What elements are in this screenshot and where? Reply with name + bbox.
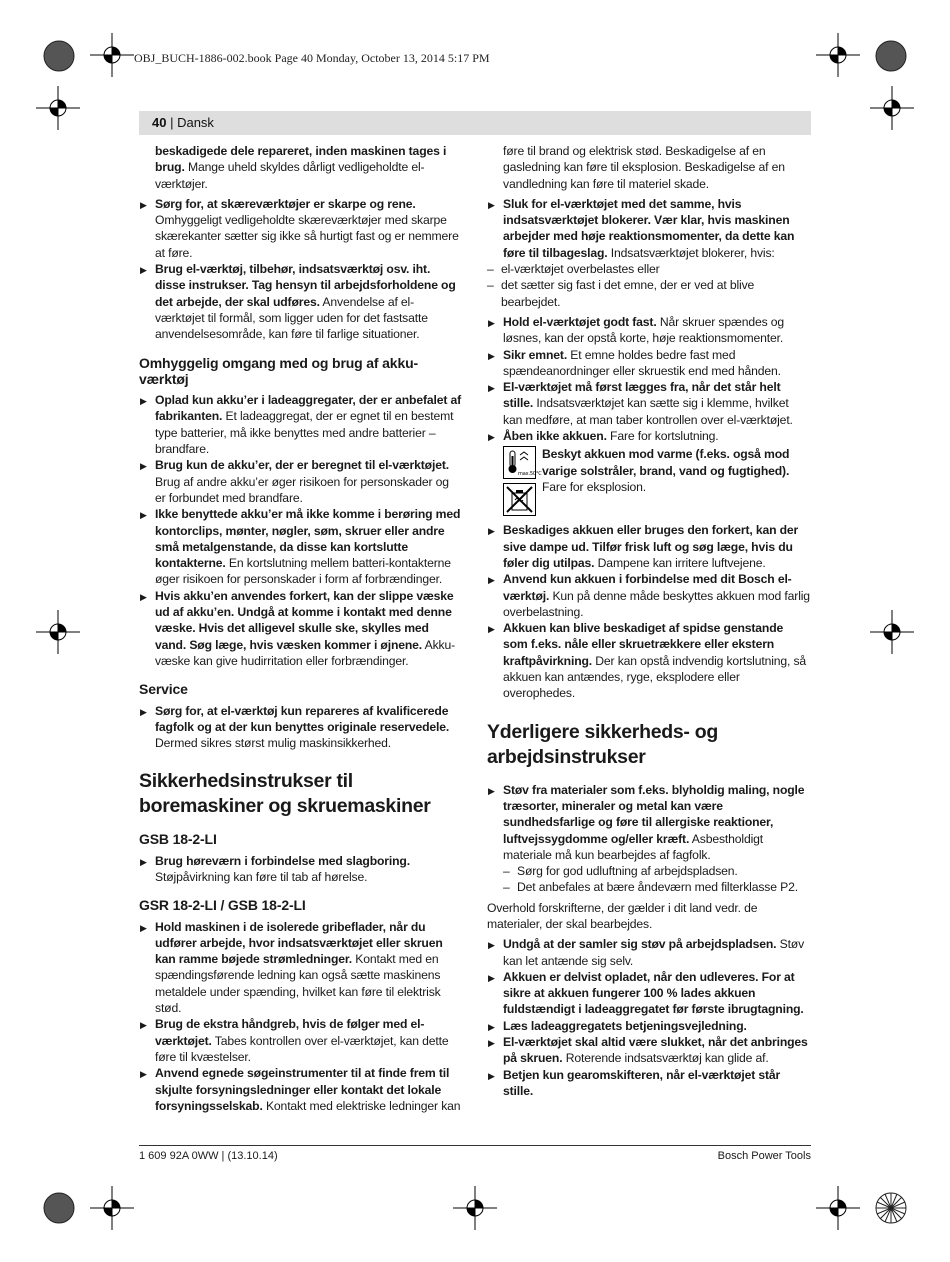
item-bold: Akkuen er delvist opladet, når den udleveres. For at sikre at akkuen fungerer 100 % lades akkuen fuldstændigt i ladeaggregatet før første ibrugtagning. (503, 969, 804, 1017)
item-bold: Beskadiges akkuen eller bruges den forkert, kan der sive dampe ud. Tilfør frisk luft og søg læge, hvis du føler dig utilpas. (503, 523, 799, 570)
safety-item (487, 196, 810, 310)
header-separator: | (166, 115, 178, 130)
dash-item: – Det anbefales at bære åndeværn med filterklasse P2. (487, 879, 810, 895)
footer-doc-number: 1 609 92A 0WW | (13.10.14) (139, 1150, 278, 1162)
registration-mark-icon (90, 33, 134, 77)
intro-paragraph (139, 143, 462, 192)
safety-item (487, 969, 810, 1018)
color-target-icon (43, 40, 75, 72)
chapter-heading-additional: Yderligere sikkerheds- og arbejdsinstrukser (487, 720, 718, 768)
dash-item: – det sætter sig fast i det emne, der er ved at blive bearbejdet. (487, 277, 810, 310)
item-text: Et ladeaggregat, der er egnet til en bestemt type batterier, må ikke benyttes med andre batterier – brandfare. (155, 409, 454, 457)
item-bold: Hold el-værktøjet godt fast. (503, 314, 657, 329)
item-text: Fare for kortslutning. (606, 429, 719, 444)
safety-item (487, 1034, 810, 1067)
item-bold: Sørg for, at el-værktøj kun repareres af kvalificerede fagfolk og at der kun benyttes originale reservedele. (155, 703, 450, 734)
starburst-target-icon (875, 1192, 907, 1224)
item-text: Dampene kan irritere luftvejene. (594, 555, 766, 570)
dash-item: – el-værktøjet overbelastes eller (487, 261, 810, 277)
heat-icon-label: max.50°C (518, 471, 542, 478)
safety-item (139, 919, 462, 1017)
item-text: Fare for eksplosion. (542, 479, 647, 494)
continued-paragraph: føre til brand og elektrisk stød. Beskadigelse af en gasledning kan føre til eksplosion. Beskadigelse af en vandledning kan føre til materiel skade. (503, 144, 785, 191)
dash-item: – Sørg for god udluftning af arbejdspladsen. (487, 863, 810, 879)
safety-item (139, 1016, 462, 1065)
intro-text: Mange uheld skyldes dårligt vedligeholdte el-værktøjer. (155, 160, 425, 191)
item-bold: Brug de ekstra håndgreb, hvis de følger med el-værktøjet. (155, 1017, 425, 1048)
item-bold: Undgå at der samler sig støv på arbejdspladsen. (503, 937, 777, 952)
safety-item (487, 522, 810, 571)
item-bold: Oplad kun akku’er i ladeaggregater, der er anbefalet af fabrikanten. (155, 393, 462, 424)
registration-mark-icon (36, 610, 80, 654)
item-bold: Anvend egnede søgeinstrumenter til at finde frem til skjulte forsyningsledninger eller kontakt det lokale forsyningsselskab. (155, 1066, 450, 1113)
registration-mark-icon (870, 610, 914, 654)
registration-mark-icon (453, 1186, 497, 1230)
page-header (152, 115, 214, 130)
item-text: Kun på denne måde beskyttes akkuen mod farlig overbelastning. (503, 588, 810, 619)
item-text: Roterende indsatsværktøj kan glide af. (562, 1051, 769, 1066)
model-heading-gsr: GSR 18-2-LI / GSB 18-2-LI (139, 897, 306, 914)
color-target-icon (43, 1192, 75, 1224)
warning-icons (503, 446, 542, 516)
item-text: Tabes kontrollen over el-værktøjet, kan dette føre til kvæstelser. (155, 1033, 449, 1064)
right-column (487, 143, 810, 1099)
safety-item (139, 261, 462, 342)
item-text: Et emne holdes bedre fast med spændeanordninger eller skruestik end med hånden. (503, 347, 781, 378)
item-bold: Hold maskinen i de isolerede gribeflader, når du udfører arbejde, hvor indsatsværktøjet eller skruen kan ramme bøjede strømledninger. (155, 919, 443, 967)
safety-item (487, 379, 810, 428)
item-bold: Akkuen kan blive beskadiget af spidse genstande som f.eks. nåle eller skruetrækkere eller ekstern kraftpåvirkning. (503, 621, 784, 668)
registration-mark-icon (36, 86, 80, 130)
safety-item (487, 347, 810, 380)
no-water-battery-icon (503, 483, 536, 516)
item-text: Når skruer spændes og løsnes, kan der opstå korte, høje reaktionsmomenter. (503, 314, 785, 346)
item-bold: Ikke benyttede akku’er må ikke komme i berøring med kontorclips, mønter, nøgler, søm, skruer eller andre små metalgenstande, da disse kan kortslutte kontakterne. (155, 507, 461, 571)
item-bold: Sluk for el-værktøjet med det samme, hvis indsatsværktøjet blokerer. Vær klar, hvis maskinen arbejder med høje reaktionsmomenter, da dette kan føre til tilbageslag. (503, 196, 795, 260)
item-bold: El-værktøjet må først lægges fra, når det står helt stille. (503, 380, 781, 411)
safety-item (139, 392, 462, 457)
safety-item (487, 314, 810, 347)
header-language: Dansk (177, 115, 214, 130)
safety-item (487, 936, 810, 969)
item-text: Anvendelse af el-værktøjet til formål, som ligger uden for det fastsatte anvendelsesområde, kan føre til farlige situationer. (155, 294, 428, 342)
item-bold: Brug høreværn i forbindelse med slagboring. (155, 853, 410, 868)
safety-item (487, 620, 810, 701)
section-heading-service: Service (139, 681, 188, 698)
item-bold: Støv fra materialer som f.eks. blyholdig maling, nogle træsorter, mineraler og metal kan være sundhedsfarlige og føre til allergiske reaktioner, luftvejssygdomme og/eller kræft. (503, 782, 805, 846)
safety-item (139, 588, 462, 669)
item-bold: Beskyt akkuen mod varme (f.eks. også mod varige solstråler, brand, vand og fugtighed). (542, 447, 790, 478)
item-text: Indsatsværktøjet kan sætte sig i klemme, hvilket kan medføre, at man taber kontrollen over el-værktøjet. (503, 396, 793, 427)
footer-rule (139, 1145, 811, 1146)
item-bold: Anvend kun akkuen i forbindelse med dit Bosch el-værktøj. (503, 572, 792, 603)
left-column (139, 143, 462, 1114)
item-bold: Åben ikke akkuen. (503, 429, 607, 444)
chapter-heading-drills: Sikkerhedsinstrukser til boremaskiner og skruemaskiner (139, 770, 431, 818)
item-text: Omhyggeligt vedligeholdte skæreværktøjer med skarpe skærekanter sætter sig ikke så hurtigt fast og er nemmere at føre. (155, 213, 459, 260)
item-text: Akku-væske kan give hudirritation eller forbrændinger. (155, 637, 455, 668)
slug-line: OBJ_BUCH-1886-002.book Page 40 Monday, October 13, 2014 5:17 PM (134, 51, 490, 65)
plain-paragraph: Overhold forskrifterne, der gælder i dit land vedr. de materialer, der skal bearbejdes. (487, 900, 758, 931)
item-bold: Brug kun de akku’er, der er beregnet til el-værktøjet. (155, 458, 449, 473)
thermometer-max-temperature-icon (503, 446, 542, 479)
registration-mark-icon (816, 1186, 860, 1230)
item-text: Støv kan let antænde sig selv. (503, 937, 805, 968)
item-bold: Brug el-værktøj, tilbehør, indsatsværktøj osv. iht. disse instrukser. Tag hensyn til arbejdsforholdene og det arbejde, der skal udføres. (155, 262, 456, 309)
intro-bold: beskadigede dele repareret, inden maskinen tages i brug. (155, 144, 447, 175)
registration-mark-icon (816, 33, 860, 77)
item-text: Dermed sikres størst mulig maskinsikkerhed. (155, 736, 392, 751)
safety-item (487, 1067, 810, 1100)
heat-warning-text (542, 446, 810, 516)
heat-warning-block (503, 446, 810, 516)
registration-mark-icon (870, 86, 914, 130)
safety-item (487, 782, 810, 896)
safety-item (487, 428, 810, 444)
item-text: Indsatsværktøjet blokerer, hvis: (607, 245, 775, 260)
registration-mark-icon (90, 1186, 134, 1230)
safety-item (139, 703, 462, 752)
model-heading-gsb: GSB 18-2-LI (139, 831, 217, 848)
item-bold: Hvis akku’en anvendes forkert, kan der slippe væske ud af akku’en. Undgå at komme i kontakt med denne væske. Hvis det alligevel skulle ske, skylles med vand. Søg læge, hvis væsken kommer i øjnene. (155, 588, 454, 652)
item-bold: El-værktøjet skal altid være slukket, når det anbringes på skruen. (503, 1035, 808, 1066)
item-bold: Betjen kun gearomskifteren, når el-værktøjet står stille. (503, 1067, 781, 1098)
safety-item (139, 506, 462, 587)
item-text: Der kan opstå indvendig kortslutning, så akkuen kan antændes, ryge, eksplodere eller overophedes. (503, 653, 807, 701)
safety-item (487, 571, 810, 620)
footer-brand: Bosch Power Tools (717, 1150, 811, 1162)
safety-item (139, 196, 462, 261)
item-bold: Sørg for, at skæreværktøjer er skarpe og rene. (155, 196, 416, 211)
section-heading-akku: Omhyggelig omgang med og brug af akku-værktøj (139, 354, 418, 387)
safety-item (139, 1065, 462, 1114)
safety-item (139, 853, 462, 886)
item-text: Støjpåvirkning kan føre til tab af hørelse. (155, 869, 368, 884)
item-text: Kontakt med en spændingsførende ledning kan også sætte maskinens metaldele under spænding, hvilket kan føre til elektrisk stød. (155, 952, 441, 1016)
item-bold: Sikr emnet. (503, 347, 568, 362)
item-text: Brug af andre akku’er øger risikoen for personskader og er forbundet med brandfare. (155, 474, 449, 505)
item-text: En kortslutning mellem batteri-kontakterne øger risikoen for personskader i form af forbrændinger. (155, 556, 451, 587)
color-target-icon (875, 40, 907, 72)
item-text: Asbestholdigt materiale må kun bearbejdes af fagfolk. (503, 831, 763, 862)
page-number: 40 (152, 115, 167, 130)
page-header-band (139, 111, 811, 135)
item-text: Kontakt med elektriske ledninger kan (262, 1098, 461, 1113)
safety-item (139, 457, 462, 506)
item-bold: Læs ladeaggregatets betjeningsvejledning. (503, 1018, 747, 1033)
safety-item (487, 1018, 810, 1034)
